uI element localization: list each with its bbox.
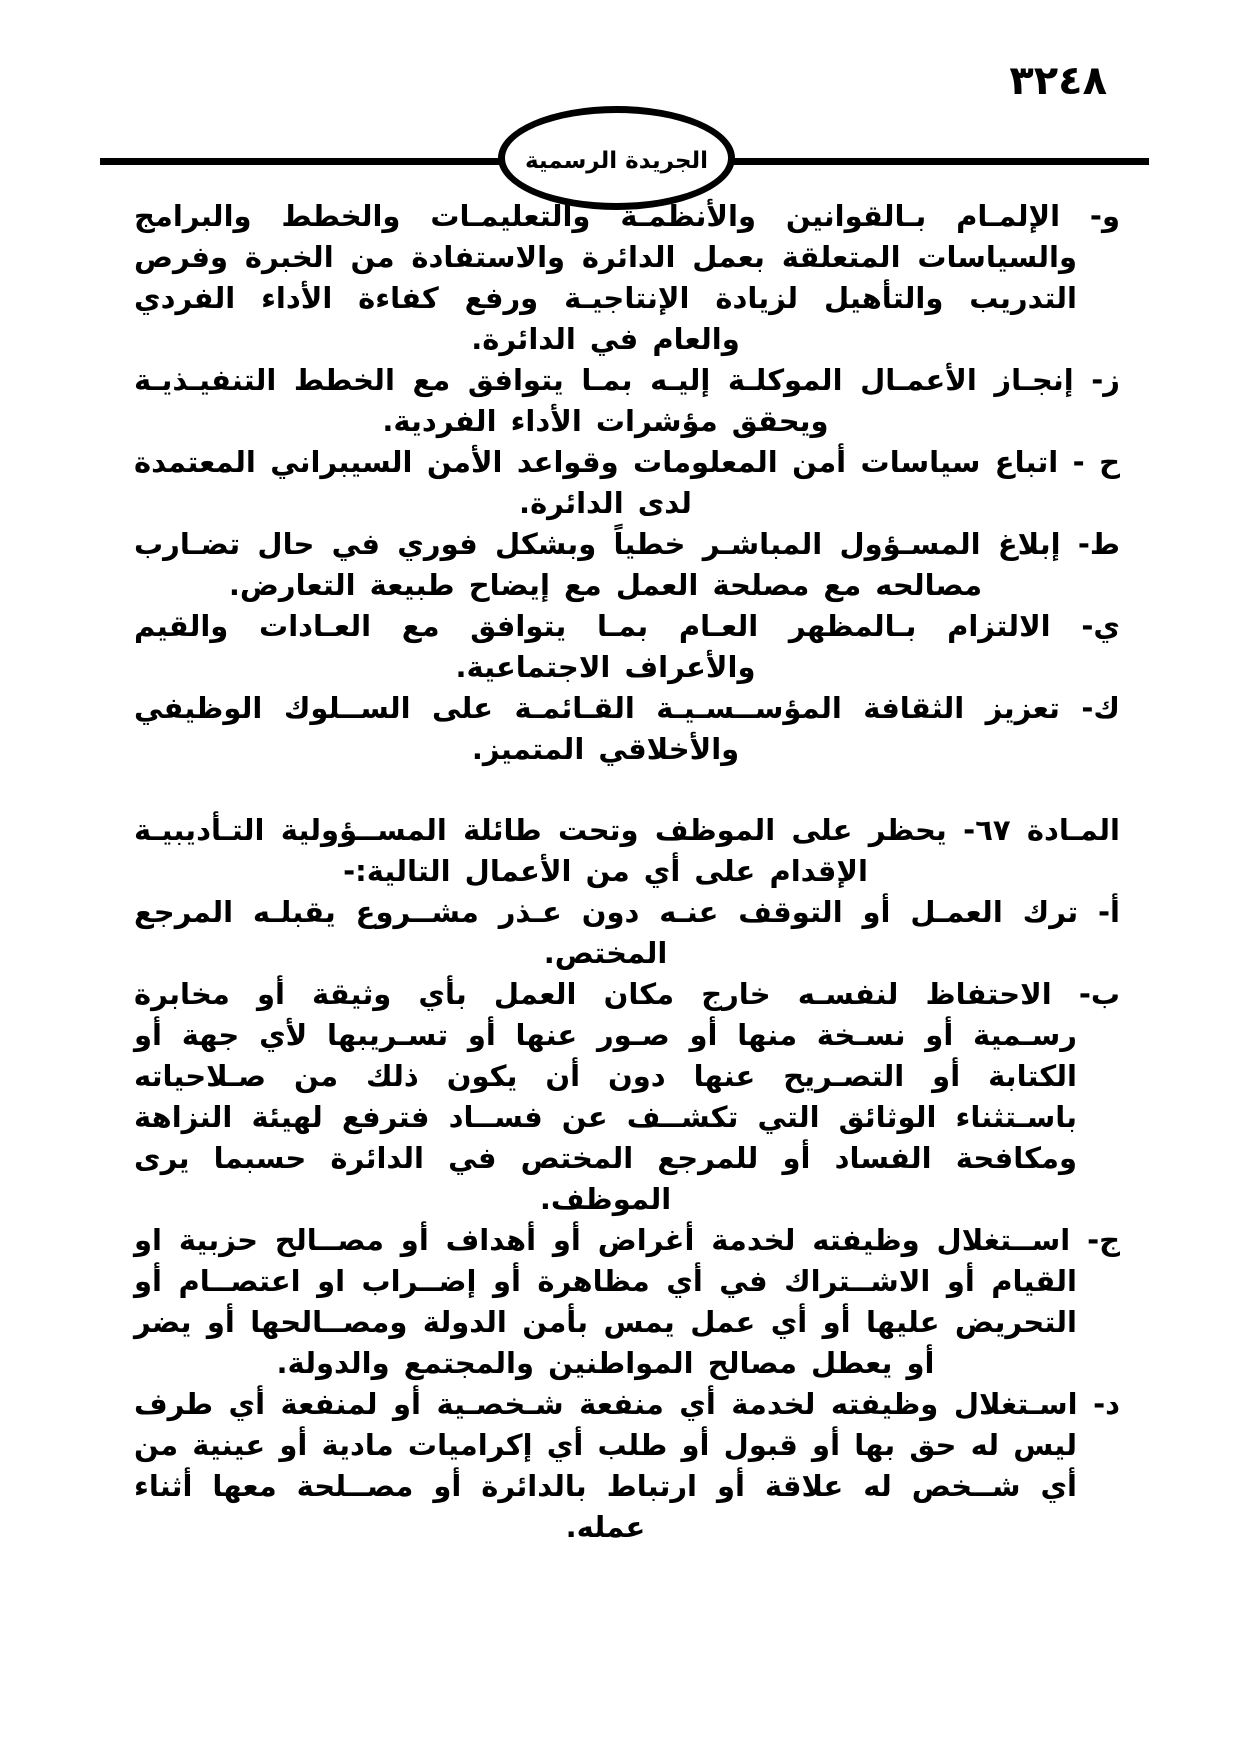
item-marker: ي- <box>1081 609 1120 643</box>
document-body <box>134 196 1120 1548</box>
item-marker: ب- <box>1078 977 1120 1011</box>
duty-item-zay <box>134 360 1120 442</box>
item-text: اسـتغلال وظيفته لخدمة أي منفعة شـخصـية أو لمنفعة أي طرف ليس له حق بها أو قبول أو طلب أي إكراميات مادية أو عينية من أي شــخص له علاقة أو ارتباط بالدائرة أو مصــلحة معها أثناء عمله. <box>134 1387 1078 1544</box>
item-text: الاحتفاظ لنفسـه خارج مكان العمل بأي وثيقة أو مخابرة رسـمية أو نسـخة منها أو صـور عنها أو تسـريبها لأي جهة أو الكتابة أو التصـريح عنها دون أن يكون ذلك من صـلاحياته باسـتثناء الوثائق التي تكشــف عن فســاد فترفع لهيئة النزاهة ومكافحة الفساد أو للمرجع المختص في الدائرة حسبما يرى الموظف. <box>134 977 1077 1216</box>
article-intro: يحظر على الموظف وتحت طائلة المســؤولية التـأديبيـة الإقدام على أي من الأعمال التالية:- <box>134 813 947 888</box>
gazette-title: الجريدة الرسمية <box>524 148 709 174</box>
item-text: اتباع سياسات أمن المعلومات وقواعد الأمن السيبراني المعتمدة لدى الدائرة. <box>134 445 1059 520</box>
item-marker: ج- <box>1087 1223 1120 1257</box>
item-marker: ح - <box>1072 445 1120 479</box>
article-67-item-jim <box>134 1220 1120 1384</box>
item-marker: د- <box>1093 1387 1120 1421</box>
item-marker: أ- <box>1098 895 1120 929</box>
item-text: إبلاغ المسـؤول المباشـر خطياً وبشكل فوري في حال تضـارب مصالحه مع مصلحة العمل مع إيضاح طبيعة التعارض. <box>134 527 1061 602</box>
item-marker: ز- <box>1091 363 1120 397</box>
gazette-seal-ellipse <box>498 106 735 210</box>
duty-item-hha <box>134 442 1120 524</box>
article-67-item-alef <box>134 892 1120 974</box>
item-marker: ك- <box>1081 691 1120 725</box>
item-marker: ط- <box>1077 527 1120 561</box>
item-text: الإلمـام بـالقوانين والأنظمـة والتعليمـات والخطط والبرامج والسياسات المتعلقة بعمل الدائرة والاستفادة من الخبرة وفرص التدريب والتأهيل لزيادة الإنتاجيـة ورفع كفاءة الأداء الفردي والعام في الدائرة. <box>134 199 1077 356</box>
article-67-heading <box>134 810 1120 892</box>
item-text: إنجـاز الأعمـال الموكلـة إليـه بمـا يتوافق مع الخطط التنفيـذيـة ويحقق مؤشرات الأداء الفردية. <box>134 363 1074 438</box>
duty-item-kaf <box>134 688 1120 770</box>
article-title: المـادة ٦٧- <box>963 813 1120 847</box>
duty-item-tta <box>134 524 1120 606</box>
item-marker: و- <box>1089 199 1120 233</box>
page-number: ٣٢٤٨ <box>1009 58 1107 104</box>
item-text: تعزيز الثقافة المؤســسـيـة القـائمـة على الســلوك الوظيفي والأخلاقي المتميز. <box>134 691 1060 766</box>
article-67-item-ba <box>134 974 1120 1220</box>
duty-item-waw <box>134 196 1120 360</box>
item-text: ترك العمـل أو التوقف عنـه دون عـذر مشــروع يقبلـه المرجع المختص. <box>134 895 1079 970</box>
item-text: الالتزام بـالمظهر العـام بمـا يتوافق مع العـادات والقيم والأعراف الاجتماعية. <box>134 609 1051 684</box>
item-text: اســتغلال وظيفته لخدمة أغراض أو أهداف أو مصــالح حزبية او القيام أو الاشــتراك في أي مظاهرة أو إضــراب او اعتصــام أو التحريض عليها أو أي عمل يمس بأمن الدولة ومصــالحها أو يضر أو يعطل مصالح المواطنين والمجتمع والدولة. <box>134 1223 1077 1380</box>
article-67-item-dal <box>134 1384 1120 1548</box>
duty-item-ya <box>134 606 1120 688</box>
